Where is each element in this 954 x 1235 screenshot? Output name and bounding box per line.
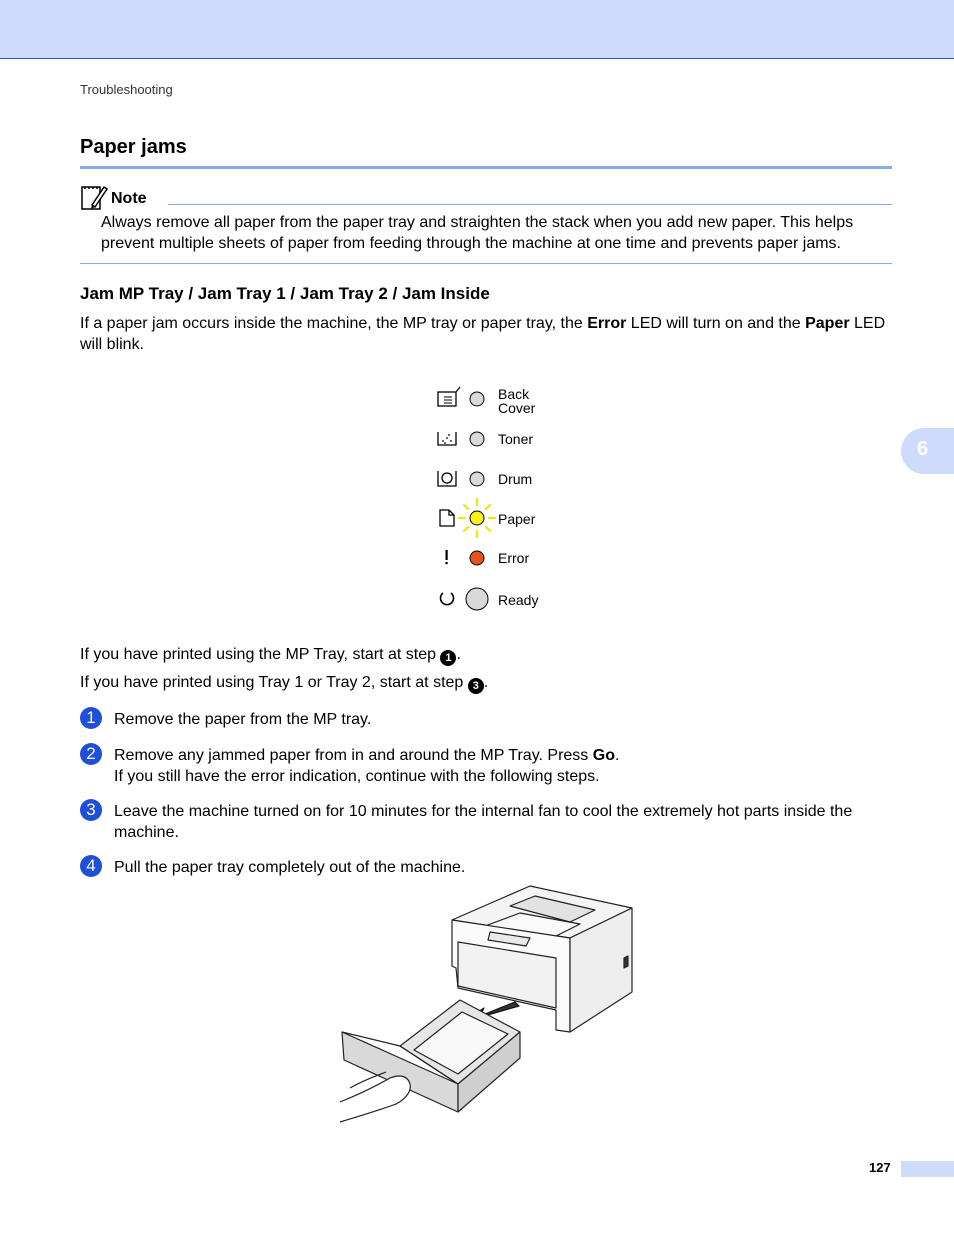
- step-text: Remove the paper from the MP tray.: [114, 711, 372, 728]
- printer-illustration: [330, 880, 650, 1130]
- drum-led-row: [438, 471, 532, 487]
- section-title: Jam MP Tray / Jam Tray 1 / Jam Tray 2 / Jam Inside: [80, 284, 490, 303]
- section-intro: If a paper jam occurs inside the machine, the MP tray or paper tray, the Error LED will turn on and the Paper LED will blink.: [80, 315, 886, 353]
- back-cover-label-2: Cover: [498, 400, 536, 416]
- note-label: Note: [111, 190, 147, 207]
- step-number-badge: 1: [80, 707, 102, 729]
- page-title: Paper jams: [80, 136, 187, 158]
- note-divider-top: [168, 204, 892, 205]
- error-led: [470, 551, 484, 565]
- toner-icon: [438, 432, 456, 445]
- error-keyword: Error: [587, 315, 627, 332]
- drum-icon: [438, 471, 456, 486]
- step-ref-badge: 3: [468, 678, 484, 694]
- toner-led-row: [438, 431, 533, 447]
- start-line-tray: If you have printed using Tray 1 or Tray 2, start at step 3 .: [80, 674, 489, 692]
- step-ref-badge: 1: [440, 650, 456, 666]
- note-pencil-icon: [80, 183, 108, 211]
- ready-led: [466, 588, 488, 610]
- drum-led: [470, 472, 484, 486]
- ready-label: Ready: [498, 592, 539, 608]
- ready-led-row: [441, 588, 539, 610]
- paper-led-row: [440, 499, 536, 537]
- page-number-tab: [901, 1161, 954, 1177]
- back-cover-label-1: Back: [498, 386, 530, 402]
- step-text: Remove any jammed paper from in and around the MP Tray. Press Go. If you still have the error indication, continue with the following steps.: [114, 747, 620, 785]
- back-cover-icon: [438, 387, 460, 406]
- page-number: 127: [869, 1160, 891, 1175]
- step-text: Leave the machine turned on for 10 minutes for the internal fan to cool the extremely hot parts inside the machine.: [114, 803, 853, 841]
- step-text: Pull the paper tray completely out of the machine.: [114, 859, 466, 876]
- led-panel: [430, 380, 580, 620]
- drum-label: Drum: [498, 471, 533, 487]
- note-text: Always remove all paper from the paper tray and straighten the stack when you add new paper. This helps prevent multiple sheets of paper from feeding through the machine at one time and prevents paper jams.: [101, 214, 854, 252]
- back-cover-led-row: [438, 386, 536, 416]
- chapter-tab: 6: [901, 428, 954, 474]
- error-led-row: [446, 550, 530, 566]
- start-line-mp-tray: If you have printed using the MP Tray, start at step 1 .: [80, 646, 461, 664]
- header-band: [0, 0, 954, 59]
- toner-led: [470, 432, 484, 446]
- step-number-badge: 3: [80, 799, 102, 821]
- step-number-badge: 4: [80, 855, 102, 877]
- error-label: Error: [498, 550, 530, 566]
- step-number-badge: 2: [80, 743, 102, 765]
- paper-label: Paper: [498, 511, 536, 527]
- note-divider-bottom: [80, 263, 892, 264]
- back-cover-led: [470, 392, 484, 406]
- breadcrumb: Troubleshooting: [80, 82, 173, 97]
- paper-keyword: Paper: [805, 315, 850, 332]
- title-divider: [80, 166, 892, 169]
- paper-led: [470, 511, 484, 525]
- exclamation-icon: [446, 550, 448, 564]
- paper-icon: [440, 510, 454, 526]
- power-icon: [441, 593, 454, 605]
- go-keyword: Go: [592, 747, 615, 764]
- toner-label: Toner: [498, 431, 534, 447]
